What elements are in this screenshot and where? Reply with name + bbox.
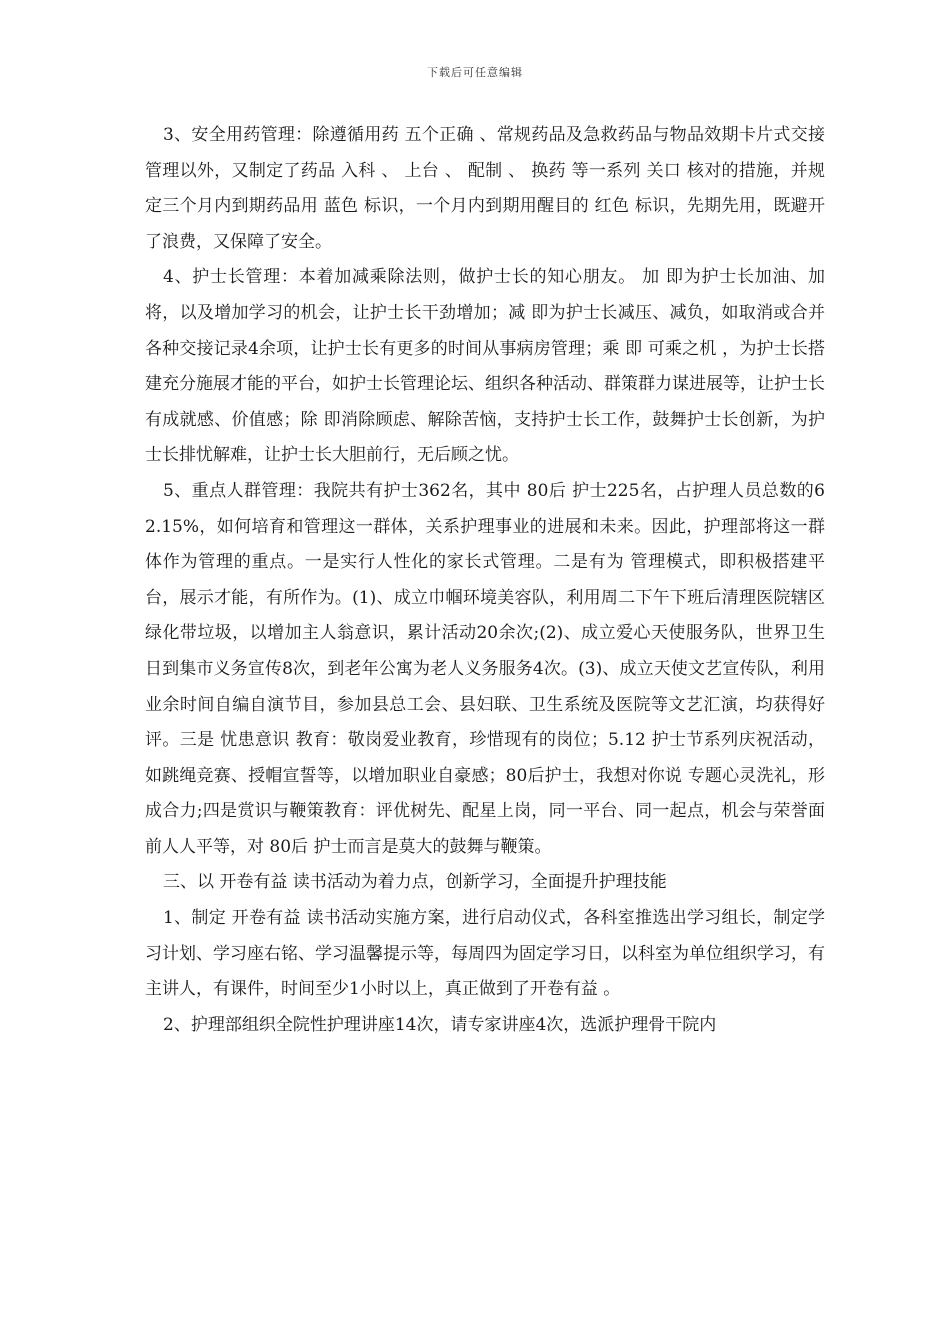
paragraph-key-group-management: 5、重点人群管理：我院共有护士362名，其中 80后 护士225名，占护理人员总数的62.15%，如何培育和管理这一群体，关系护理事业的进展和未来。因此，护理部将这一群体作为管理的重点。一是实行人性化的家长式管理。二是有为 管理模式，即积极搭建平台，展示才能，有所作为。(1)、成立巾帼环境美容队，利用周二下午下班后清理医院辖区绿化带垃圾，以增加主人翁意识，累计活动20余次;(2)、成立爱心天使服务队，世界卫生日到集市义务宣传8次，到老年公寓为老人义务服务4次。(3)、成立天使文艺宣传队，利用业余时间自编自演节目，参加县总工会、县妇联、卫生系统及医院等文艺汇演，均获得好评。三是 忧患意识 教育：敬岗爱业教育，珍惜现有的岗位；5.12 护士节系列庆祝活动，如跳绳竞赛、授帽宣誓等，以增加职业自豪感；80后护士，我想对你说 专题心灵洗礼，形成合力;四是赏识与鞭策教育：评优树先、配星上岗，同一平台、同一起点，机会与荣誉面前人人平等，对 80后 护士而言是莫大的鼓舞与鞭策。: [145, 480, 825, 857]
paragraph-head-nurse-management: 4、护士长管理：本着加减乘除法则，做护士长的知心朋友。 加 即为护士长加油、加将，以及增加学习的机会，让护士长干劲增加；减 即为护士长减压、减负，如取消或合并各种交接记录4余项，让护士长有更多的时间从事病房管理；乘 即 可乘之机 ，为护士长搭建充分施展才能的平台，如护士长管理论坛、组织各种活动、群策群力谋进展等，让护士长有成就感、价值感；除 即消除顾虑、解除苦恼，支持护士长工作，鼓舞护士长创新，为护士长排忧解难，让护士长大胆前行，无后顾之忧。: [145, 267, 825, 466]
section-heading-reading-activity: 三、以 开卷有益 读书活动为着力点，创新学习，全面提升护理技能: [163, 872, 667, 893]
document-body: [145, 118, 825, 1043]
page-header: 下载后可任意编辑: [427, 66, 523, 79]
paragraph-reading-plan: 1、制定 开卷有益 读书活动实施方案，进行启动仪式，各科室推选出学习组长，制定学习计划、学习座右铭、学习温馨提示等，每周四为固定学习日，以科室为单位组织学习，有主讲人，有课件，时间至少1小时以上，真正做到了开卷有益 。: [145, 908, 825, 1000]
paragraph-safe-medication: 3、安全用药管理：除遵循用药 五个正确 、常规药品及急救药品与物品效期卡片式交接管理以外，又制定了药品 入科 、 上台 、 配制 、 换药 等一系列 关口 核对的措施，并规定三个月内到期药品用 蓝色 标识，一个月内到期用醒目的 红色 标识，先期先用，既避开了浪费，又保障了安全。: [145, 125, 825, 252]
paragraph-lectures: 2、护理部组织全院性护理讲座14次，请专家讲座4次，选派护理骨干院内: [163, 1014, 717, 1035]
